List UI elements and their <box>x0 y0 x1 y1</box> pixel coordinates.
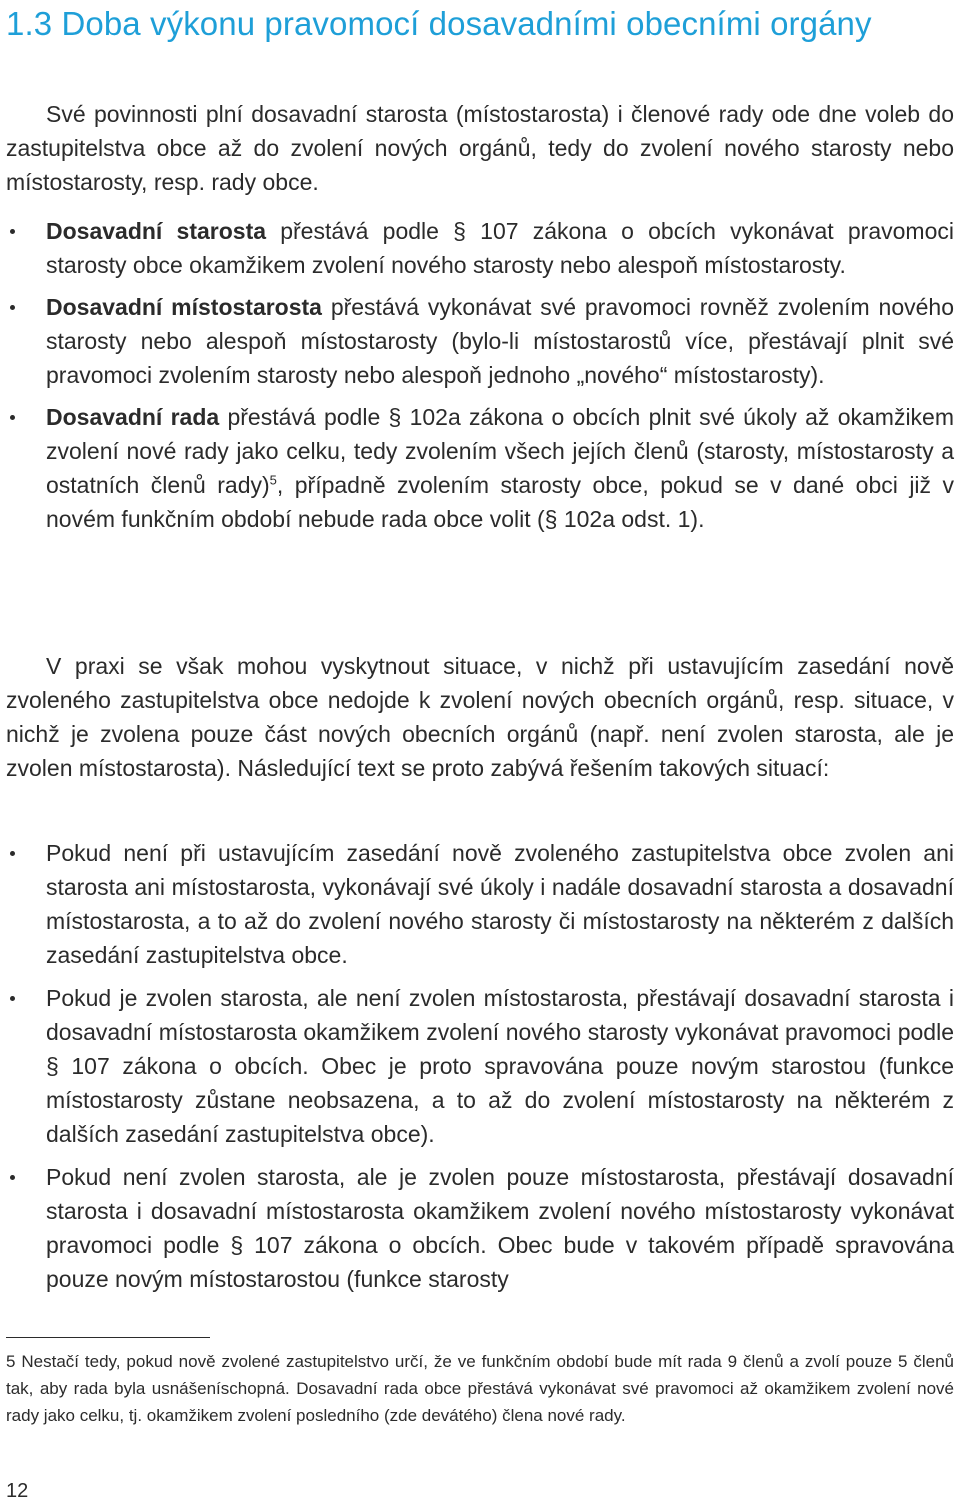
list-item-text: Pokud není zvolen starosta, ale je zvolen pouze místostarosta, přestávají dosavadní starosta i dosavadní místostarosta okamžikem zvolení nového místostarosty vykonávat pravomoci podle § 107 zákona o obcích. Obec bude v takovém případě spravována pouze novým místostarostou (funkce starosty <box>46 1164 954 1292</box>
list-item-text: Pokud je zvolen starosta, ale není zvolen místostarosta, přestávají dosavadní starosta i dosavadní místostarosta okamžikem zvolení nového starosty vykonávat pravomoci podle § 107 zákona o obcích. Obec je proto spravována pouze novým starostou (funkce místostarosty zůstane neobsazena, a to až do zvolení místostarosty na některém z dalších zasedání zastupitelstva obce). <box>46 985 954 1147</box>
footnote-reference[interactable]: 5 <box>269 472 277 488</box>
bullet-icon <box>10 415 15 420</box>
list-item-term: Dosavadní rada <box>46 404 220 430</box>
list-item-text: Pokud není při ustavujícím zasedání nově zvoleného zastupitelstva obce zvolen ani starosta ani místostarosta, vykonávají své úkoly i nadále dosavadní starosta a dosavadní místostarosta, a to až do zvolení nového starosty či místostarosty na některém z dalších zasedání zastupitelstva obce. <box>46 840 954 968</box>
footnote-divider <box>6 1337 210 1338</box>
bullet-icon <box>10 305 15 310</box>
bullet-icon <box>10 996 15 1001</box>
list-item-text: přestává podle § 102a zákona o obcích plnit své úkoly až okamžikem zvolení nové rady jako celku, tedy zvolením všech jejích členů (starosty, místostarosty a ostatních členů rady) <box>46 404 954 498</box>
situations-paragraph: V praxi se však mohou vyskytnout situace, v nichž při ustavujícím zasedání nově zvoleného zastupitelstva obce nedojde k zvolení nových obecních orgánů, resp. situace, v nichž je zvolena pouze část nových obecních orgánů (např. není zvolen starosta, ale je zvolen místostarosta). Následující text se proto zabývá řešením takových situací: <box>6 653 954 781</box>
list-item-term: Dosavadní starosta <box>46 218 267 244</box>
list-item-text: přestává podle § 107 zákona o obcích vykonávat pravomoci starosty obce okamžikem zvolení nového starosty nebo alespoň místostarosty. <box>46 218 954 278</box>
list-item-text-continued: , případně zvolením starosty obce, pokud se v dané obci již v novém funkčním období nebude rada obce volit (§ 102a odst. 1). <box>46 472 954 532</box>
bullet-list-former-organs <box>6 214 954 544</box>
list-item <box>6 981 954 1151</box>
list-item <box>6 214 954 282</box>
list-item <box>6 1160 954 1296</box>
list-item-term: Dosavadní místostarosta <box>46 294 322 320</box>
page-number: 12 <box>6 1480 29 1502</box>
bullet-icon <box>10 229 15 234</box>
bullet-icon <box>10 851 15 856</box>
bullet-icon <box>10 1175 15 1180</box>
list-item <box>6 290 954 392</box>
footnote: 5 Nestačí tedy, pokud nově zvolené zastupitelstvo určí, že ve funkčním období bude mít rada 9 členů a zvolí pouze 5 členů tak, aby rada byla usnášeníschopná. Dosavadní rada obce přestává vykonávat své pravomoci až okamžikem zvolení nové rady jako celku, tj. okamžikem zvolení posledního (zde devátého) člena nové rady. <box>6 1352 954 1425</box>
bullet-list-situations <box>6 836 954 1305</box>
section-heading: 1.3 Doba výkonu pravomocí dosavadními obecními orgány <box>6 5 872 42</box>
list-item <box>6 836 954 972</box>
intro-paragraph: Své povinnosti plní dosavadní starosta (místostarosta) i členové rady ode dne voleb do zastupitelstva obce až do zvolení nových orgánů, tedy do zvolení nového starosty nebo místostarosty, resp. rady obce. <box>6 101 954 195</box>
list-item-text: přestává vykonávat své pravomoci rovněž zvolením nového starosty nebo alespoň místostarosty (bylo-li místostarostů více, přestávají plnit své pravomoci zvolením starosty nebo alespoň jednoho „nového“ místostarosty). <box>46 294 955 388</box>
list-item <box>6 400 954 536</box>
